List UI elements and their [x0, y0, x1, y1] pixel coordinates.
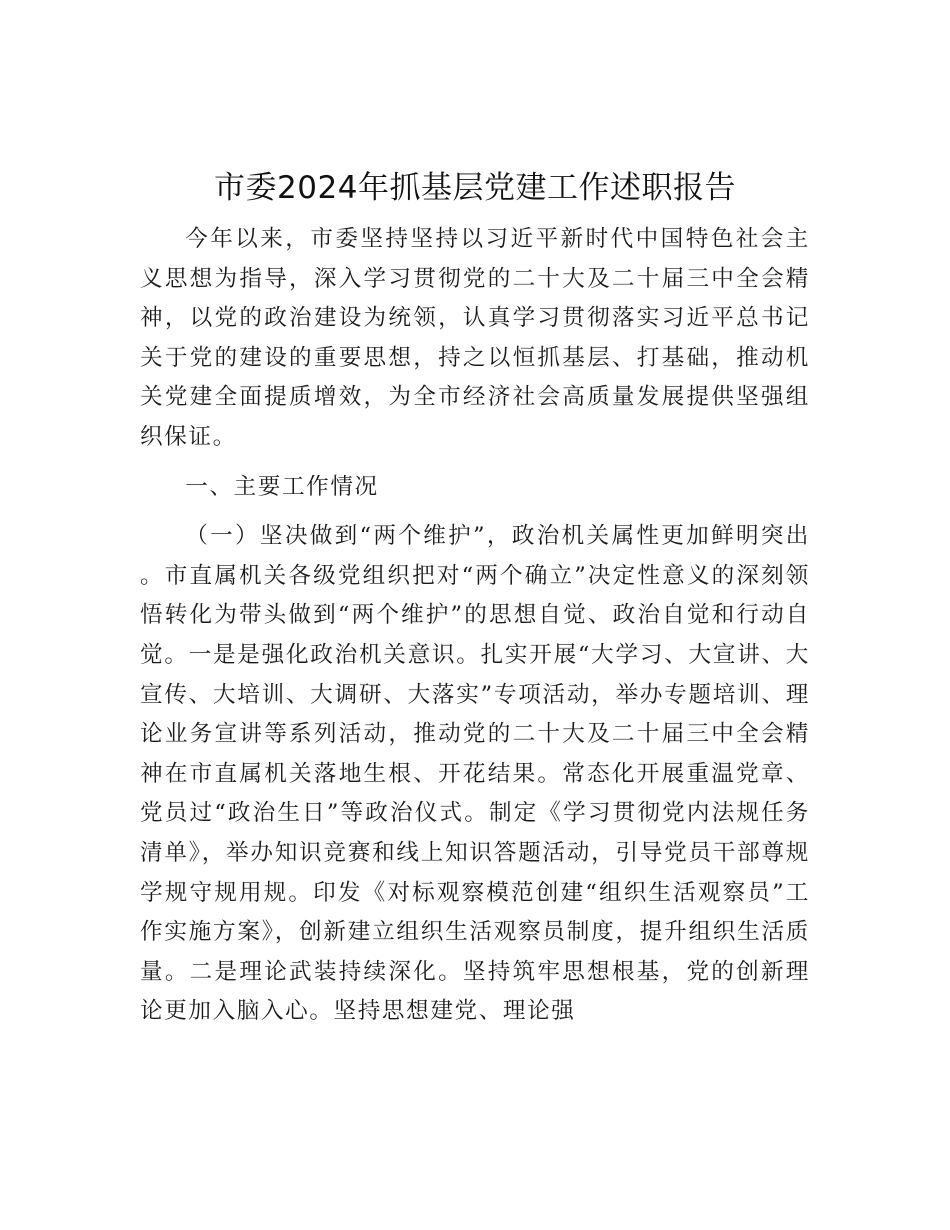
section-heading: 一、主要工作情况: [185, 473, 379, 500]
intro-paragraph: 今年以来，市委坚持坚持以习近平新时代中国特色社会主义思想为指导，深入学习贯彻党的二十大及二十届三中全会精神，以党的政治建设为统领，认真学习贯彻落实习近平总书记关于党的建设的重要思想，持之以恒抓基层、打基础，推动机关党建全面提质增效，为全市经济社会高质量发展提供坚强组织保证。: [140, 226, 810, 450]
section-paragraph: （一）坚决做到“两个维护”，政治机关属性更加鲜明突出。市直属机关各级党组织把对“两个确立”决定性意义的深刻领悟转化为带头做到“两个维护”的思想自觉、政治自觉和行动自觉。一是是强化政治机关意识。扎实开展“大学习、大宣讲、大宣传、大培训、大调研、大落实”专项活动，举办专题培训、理论业务宣讲等系列活动，推动党的二十大及二十届三中全会精神在市直属机关落地生根、开花结果。常态化开展重温党章、党员过“政治生日”等政治仪式。制定《学习贯彻党内法规任务清单》，举办知识竞赛和线上知识答题活动，引导党员干部尊规学规守规用规。印发《对标观察模范创建“组织生活观察员”工作实施方案》，创新建立组织生活观察员制度，提升组织生活质量。二是理论武装持续深化。坚持筑牢思想根基，党的创新理论更加入脑入心。坚持思想建党、理论强: [140, 523, 810, 1025]
document-body: [140, 220, 810, 1032]
document-title: 市委2024年抓基层党建工作述职报告: [214, 170, 736, 206]
